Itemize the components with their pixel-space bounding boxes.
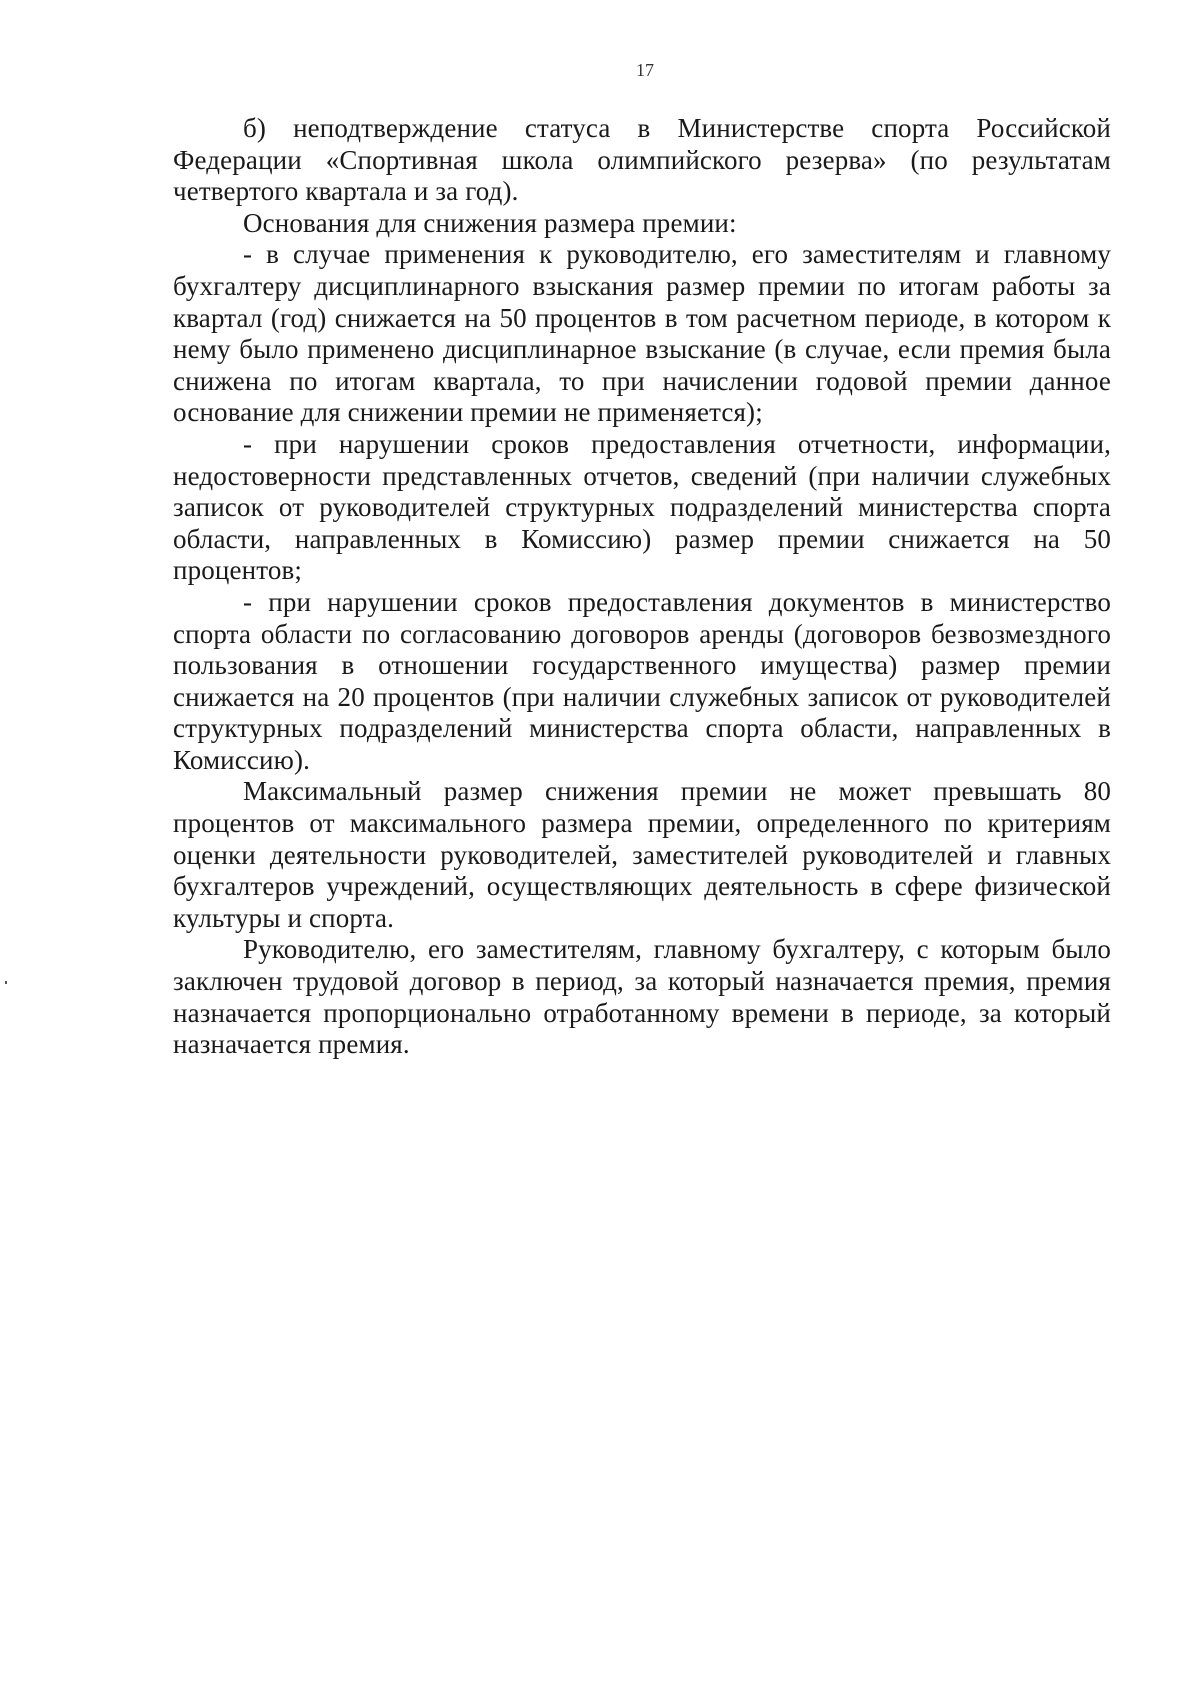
paragraph-status-condition: б) неподтверждение статуса в Министерстве спорта Российской Федерации «Спортивная школа олимпийского резерва» (по результатам четвертого квартала и за год).: [173, 113, 1111, 207]
page-number: 17: [636, 60, 654, 80]
scan-speck: [5, 981, 7, 984]
paragraph-reporting-deadline-reduction: - при нарушении сроков предоставления отчетности, информации, недостоверности представленных отчетов, сведений (при наличии служебных записок от руководителей структурных подразделений министерства спорта области, направленных в Комиссию) размер премии снижается на 50 процентов;: [173, 428, 1111, 586]
paragraph-reduction-grounds-heading: Основания для снижения размера премии:: [243, 207, 737, 238]
paragraph-disciplinary-reduction: - в случае применения к руководителю, его заместителям и главному бухгалтеру дисциплинарного взыскания размер премии по итогам работы за квартал (год) снижается на 50 процентов в том расчетном периоде, в котором к нему было применено дисциплинарное взыскание (в случае, если премия была снижена по итогам квартала, то при начислении годовой премии данное основание для снижении премии не применяется);: [173, 239, 1111, 428]
paragraph-maximum-reduction: Максимальный размер снижения премии не может превышать 80 процентов от максимального размера премии, определенного по критериям оценки деятельности руководителей, заместителей руководителей и главных бухгалтеров учреждений, осуществляющих деятельность в сфере физической культуры и спорта.: [173, 776, 1111, 933]
paragraph-lease-documents-reduction: - при нарушении сроков предоставления документов в министерство спорта области по согласованию договоров аренды (договоров безвозмездного пользования в отношении государственного имущества) размер премии снижается на 20 процентов (при наличии служебных записок от руководителей структурных подразделений министерства спорта области, направленных в Комиссию).: [173, 586, 1111, 775]
document-body: [173, 113, 1111, 1061]
paragraph-proportional-bonus: Руководителю, его заместителям, главному бухгалтеру, с которым было заключен трудовой договор в период, за который назначается премия, премия назначается пропорционально отработанному времени в периоде, за который назначается премия.: [173, 934, 1111, 1060]
